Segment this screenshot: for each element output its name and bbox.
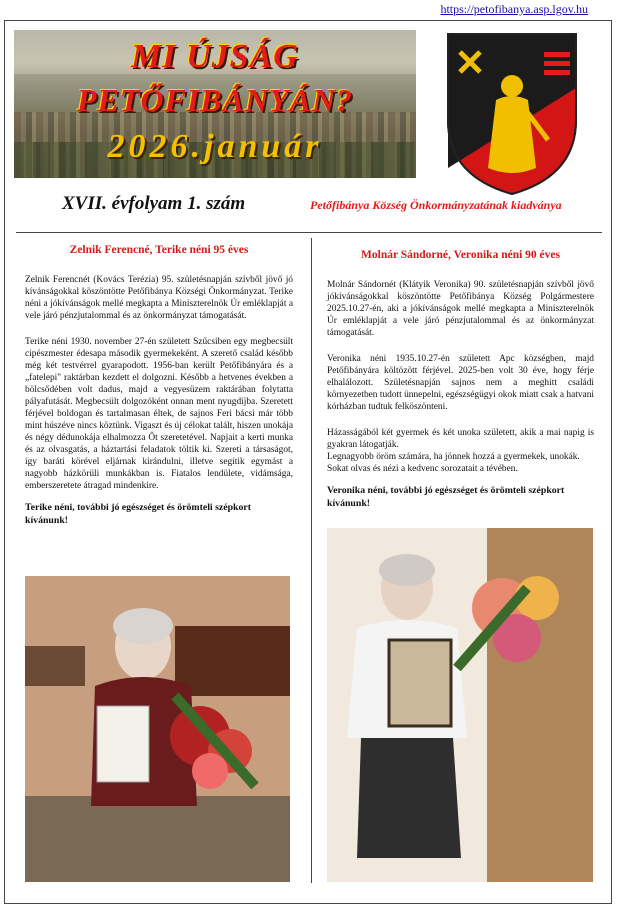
photo-veronika-neni xyxy=(327,528,593,882)
article-paragraph: Terike néni 1930. november 27-én született Szűcsiben egy megbecsült cipészmester édesapa második gyermekeként. A szerető család később még két testvérrel gyarapodott. 1956-ban került Petőfibányára és a „fatelepi" raktárban kezdett el dolgozni. Később a hetvenes években a bölcsődében volt dadus, majd a vegyesüzem raktárában folytatta pályafutását. Megbecsült dolgozóként onnan ment nyugdíjba. Szeretett férjével boldogan és tartalmasan éltek, de sajnos Feri bácsi már több mint húszéve nincs köztünk. Vigaszt és új célokat talált, hiszen unokája és négy dédunokája elhalmozza Őt szeretetével. Napjait a kerti munka és az olvasgatás, a háztartási feladatok töltik ki. Szereti a társaságot, így baráti körével eljárnak kirándulni, illetve segítik egymást a nagyobb házkörüli munkákban is. Fiatalos lendülete, vidámsága, emberszeretete átragad mindenkire. xyxy=(25,336,293,492)
website-link[interactable]: https://petofibanya.asp.lgov.hu xyxy=(440,2,588,16)
article-paragraph: Veronika néni 1935.10.27-én született Apc községben, majd Petőfibányára költözött férjével. 2025-ben volt 30 éve, hogy férje elhalálozott. Születésnapján sajnos nem a meghitt családi környezetben tudott ünnepelni, egészségügyi okok miatt csak a hatvani kórházban tudtuk felköszönteni. xyxy=(327,353,594,412)
masthead-date: 2026.január xyxy=(107,128,323,165)
article-column-right xyxy=(327,248,594,520)
article-wish: Veronika néni, további jó egészséget és örömteli szépkort kívánunk! xyxy=(327,485,565,509)
article-paragraph: Molnár Sándornét (Klátyik Veronika) 90. születésnapján szívből jövő jókívánságokkal köszöntötte Petőfibánya Község Polgármestere 2025.10.27-én, aki a jókívánságok mellé megkapta a Miniszterelnök Úr emléklapját a vele járó pénzjutalommal és az önkormányzat támogatását. xyxy=(327,279,594,338)
header-divider xyxy=(16,232,602,233)
article-heading: Molnár Sándorné, Veronika néni 90 éves xyxy=(361,249,560,261)
volume-label: XVII. évfolyam 1. szám xyxy=(62,193,246,214)
masthead-title-line2: PETŐFIBÁNYÁN? xyxy=(76,82,354,118)
masthead-title-line1: MI ÚJSÁG xyxy=(131,38,299,75)
article-wish: Terike néni, további jó egészséget és örömteli szépkort kívánunk! xyxy=(25,502,252,526)
photo-terike-illustration xyxy=(25,576,290,882)
article-paragraph: Zelnik Ferencnét (Kovács Terézia) 95. születésnapján szívből jövő jó kívánságokkal köszöntötte Petőfibánya Községi Önkormányzat. Terike néni a jókívánságok mellé megkapta a Miniszterelnök Úr emléklapját a vele járó pénzjutalommal és az önkormányzat támogatását. xyxy=(25,274,293,321)
article-paragraph: Legnagyobb öröm számára, ha jönnek hozzá a gyermekek, unokák. xyxy=(327,452,580,463)
article-column-left xyxy=(25,243,293,537)
photo-terike-neni xyxy=(25,576,290,882)
article-paragraph: Házasságából két gyermek és két unoka született, akik a mai napig is gyakran látogatják. xyxy=(327,428,594,451)
column-divider xyxy=(311,238,312,883)
masthead-banner xyxy=(14,30,416,178)
article-paragraph: Sokat olvas és nézi a kedvenc sorozatait a tévében. xyxy=(327,464,518,475)
coat-of-arms-icon xyxy=(440,28,584,198)
article-heading: Zelnik Ferencné, Terike néni 95 éves xyxy=(69,244,249,256)
publisher-label: Petőfibánya Község Önkormányzatának kiadványa xyxy=(310,198,562,212)
photo-veronika-illustration xyxy=(327,528,593,882)
